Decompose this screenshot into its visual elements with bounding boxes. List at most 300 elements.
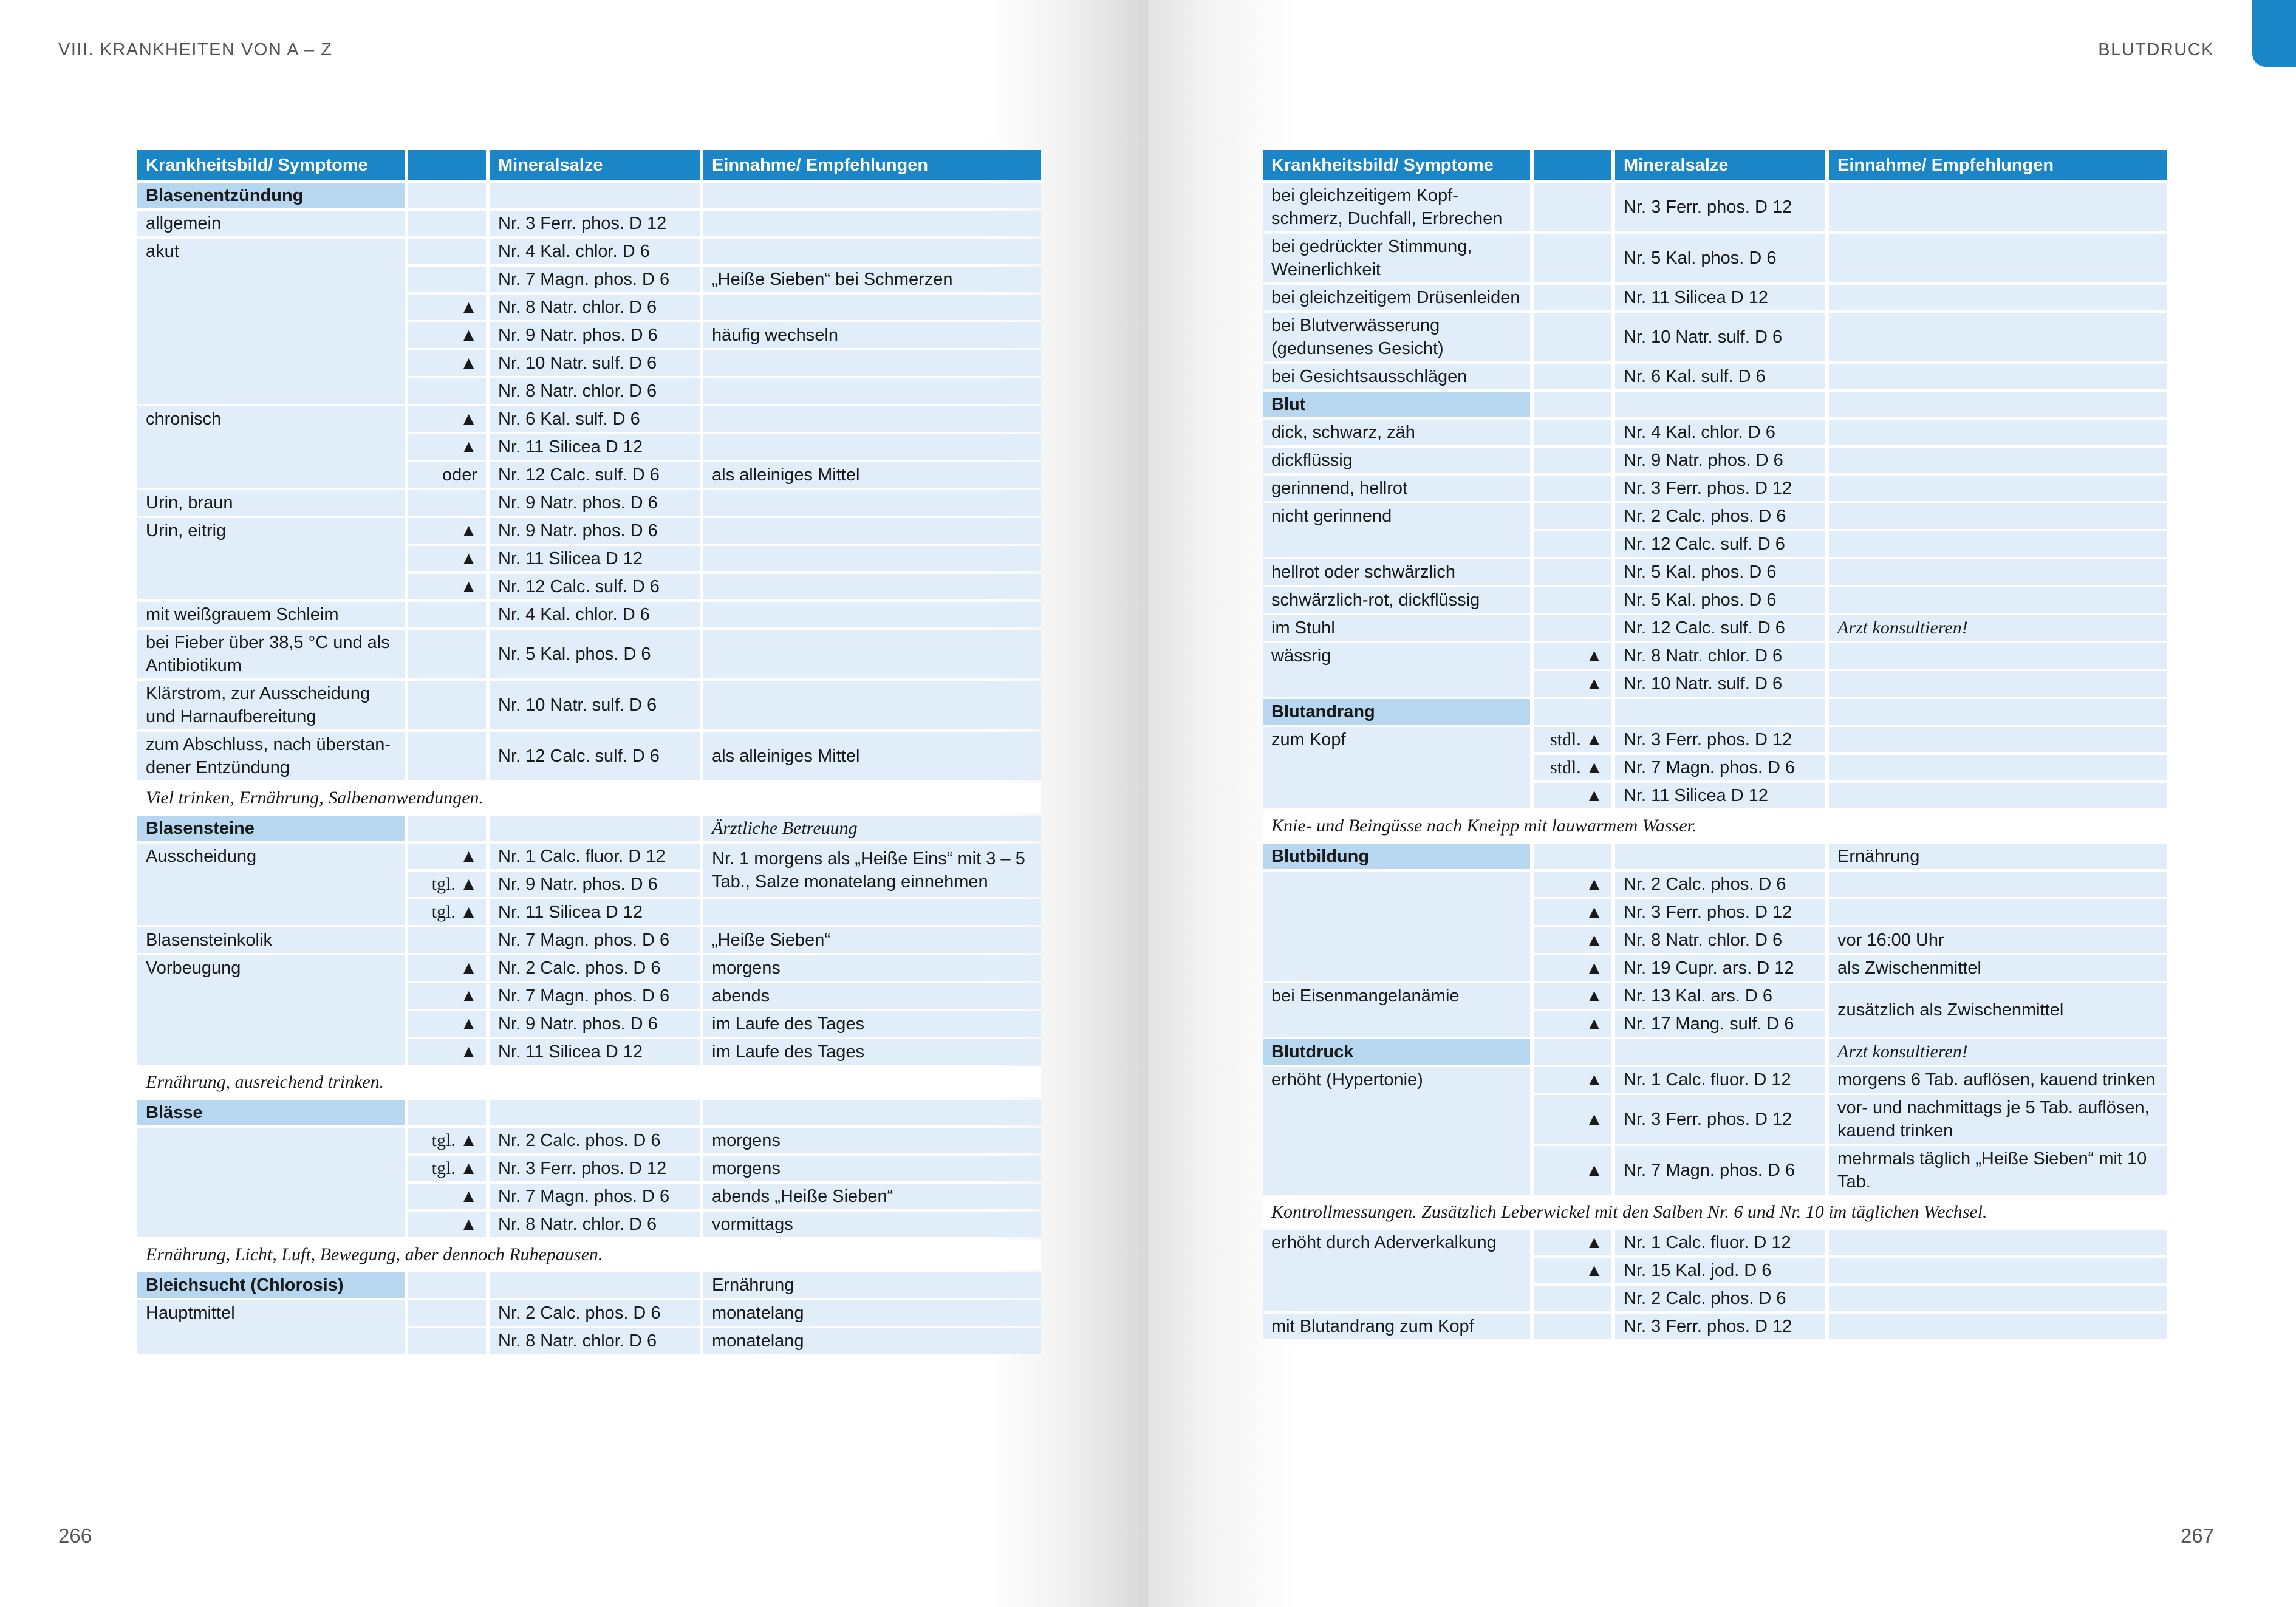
frequency-marker: ▲: [1534, 983, 1611, 1009]
mineral-salt-cell: Nr. 1 Calc. fluor. D 12: [1615, 1067, 1825, 1093]
symptom-cell: allgemein: [137, 211, 405, 236]
table-row: [137, 1128, 1041, 1153]
frequency-marker: ▲: [408, 1039, 486, 1065]
frequency-marker: ▲: [408, 350, 486, 376]
mineral-salt-cell: Nr. 6 Kal. sulf. D 6: [1615, 364, 1825, 389]
recommendation-cell: im Laufe des Tages: [703, 1039, 1041, 1065]
section-row: [1263, 1039, 2167, 1065]
symptom-cell: zum Abschluss, nach überstan-dener Entzündung: [137, 732, 405, 780]
section-title: Blutandrang: [1263, 699, 1530, 725]
column-header-recommendations: Einnahme/ Empfehlungen: [703, 150, 1041, 180]
table-row: [1263, 872, 2167, 897]
section-title: Blut: [1263, 392, 1530, 417]
mineral-salt-cell: Nr. 7 Magn. phos. D 6: [490, 1184, 700, 1209]
table-note: Ernährung, Licht, Luft, Bewegung, aber dennoch Ruhepausen.: [137, 1240, 1041, 1270]
table-note-row: [137, 783, 1041, 813]
frequency-marker: ▲: [1534, 643, 1611, 669]
triangle-icon: ▲: [1585, 758, 1603, 777]
section-title: Blasensteine: [137, 816, 405, 841]
symptom-cell: Vorbeugung: [137, 955, 405, 1065]
symptom-cell: gerinnend, hellrot: [1263, 476, 1530, 501]
recommendation-cell: Arzt konsultieren!: [1829, 1039, 2167, 1065]
table-row: [1263, 285, 2167, 310]
recommendation-cell: [703, 239, 1041, 264]
section-row: [137, 183, 1041, 208]
frequency-marker: ▲: [1534, 927, 1611, 953]
frequency-label: stdl.: [1549, 729, 1586, 749]
table-note-row: [137, 1240, 1041, 1270]
mineral-salt-cell: Nr. 5 Kal. phos. D 6: [1615, 234, 1825, 282]
recommendation-cell: „Heiße Sieben“ bei Schmerzen: [703, 267, 1041, 292]
running-header: BLUTDRUCK: [2098, 40, 2214, 60]
frequency-marker: ▲: [1534, 955, 1611, 981]
table-note-row: [1263, 1197, 2167, 1227]
table-row: [1263, 615, 2167, 641]
recommendation-cell: morgens: [703, 1128, 1041, 1153]
mineral-salt-cell: Nr. 5 Kal. phos. D 6: [1615, 559, 1825, 585]
frequency-marker: ▲: [408, 955, 486, 981]
frequency-marker: [1534, 844, 1611, 869]
mineral-salt-cell: Nr. 7 Magn. phos. D 6: [490, 927, 700, 953]
frequency-marker: ▲: [1534, 1230, 1611, 1255]
frequency-marker: [1534, 559, 1611, 585]
frequency-marker: ▲: [1534, 783, 1611, 808]
frequency-marker: [1534, 476, 1611, 501]
recommendation-cell: [703, 602, 1041, 627]
column-header-frequency: [1534, 150, 1611, 180]
frequency-marker: ▲: [408, 546, 486, 571]
mineral-salt-cell: Nr. 3 Ferr. phos. D 12: [490, 1156, 700, 1181]
frequency-label: stdl.: [1549, 757, 1586, 777]
frequency-marker: ▲: [408, 322, 486, 348]
mineral-salt-cell: [1615, 392, 1825, 417]
mineral-salt-cell: Nr. 11 Silicea D 12: [490, 434, 700, 460]
frequency-label: tgl.: [431, 1130, 460, 1150]
table-note: Knie- und Beingüsse nach Kneipp mit lauwarmem Wasser.: [1263, 811, 2167, 841]
recommendation-cell: [703, 378, 1041, 404]
mineral-salt-cell: Nr. 12 Calc. sulf. D 6: [490, 574, 700, 599]
mineral-salt-cell: [1615, 1039, 1825, 1065]
symptom-cell: bei gleichzeitigem Kopf-schmerz, Duchfall, Erbrechen: [1263, 183, 1530, 231]
symptom-cell: dick, schwarz, zäh: [1263, 420, 1530, 445]
symptom-cell: Klärstrom, zur Ausscheidung und Harnaufbereitung: [137, 681, 405, 729]
mineral-salt-cell: [490, 1100, 700, 1125]
table-row: [1263, 1067, 2167, 1093]
symptom-cell: Blasensteinkolik: [137, 927, 405, 953]
table-row: [1263, 503, 2167, 529]
frequency-marker: ▲: [408, 1011, 486, 1037]
table-note: Viel trinken, Ernährung, Salbenanwendungen.: [137, 783, 1041, 813]
frequency-marker: ▲: [408, 1184, 486, 1209]
frequency-marker: oder: [408, 462, 486, 488]
table-row: [1263, 448, 2167, 473]
mineral-salt-cell: Nr. 8 Natr. chlor. D 6: [490, 1328, 700, 1354]
frequency-label: tgl.: [431, 902, 460, 922]
column-header-mineral-salts: Mineralsalze: [1615, 150, 1825, 180]
column-header-symptoms: Krankheitsbild/ Symptome: [1263, 150, 1530, 180]
mineral-salt-cell: Nr. 8 Natr. chlor. D 6: [1615, 643, 1825, 669]
table-row: [1263, 234, 2167, 282]
recommendation-cell: [1829, 364, 2167, 389]
mineral-salt-cell: Nr. 7 Magn. phos. D 6: [490, 983, 700, 1009]
mineral-salt-cell: [1615, 699, 1825, 725]
recommendation-cell: monatelang: [703, 1300, 1041, 1326]
frequency-marker: [408, 732, 486, 780]
column-header-mineral-salts: Mineralsalze: [490, 150, 700, 180]
mineral-salt-cell: Nr. 10 Natr. sulf. D 6: [1615, 671, 1825, 697]
section-row: [1263, 699, 2167, 725]
column-header-frequency: [408, 150, 486, 180]
symptom-cell: schwärzlich-rot, dickflüssig: [1263, 587, 1530, 613]
symptom-cell: bei Eisenmangelanämie: [1263, 983, 1530, 1037]
mineral-salt-cell: Nr. 15 Kal. jod. D 6: [1615, 1258, 1825, 1283]
frequency-marker: [1534, 285, 1611, 310]
frequency-marker: [1534, 531, 1611, 557]
table-row: [137, 681, 1041, 729]
mineral-salt-cell: Nr. 2 Calc. phos. D 6: [490, 1300, 700, 1326]
table-row: [137, 844, 1041, 869]
mineral-salt-cell: Nr. 7 Magn. phos. D 6: [1615, 755, 1825, 780]
recommendation-cell: [1829, 899, 2167, 925]
table-row: [1263, 476, 2167, 501]
recommendation-cell: [703, 295, 1041, 320]
mineral-salt-cell: Nr. 2 Calc. phos. D 6: [490, 955, 700, 981]
frequency-marker: ▲: [1534, 1095, 1611, 1144]
recommendation-cell: [1829, 448, 2167, 473]
section-title: Blasenentzündung: [137, 183, 405, 208]
recommendation-cell: häufig wechseln: [703, 322, 1041, 348]
frequency-marker: [408, 378, 486, 404]
recommendation-cell: [1829, 755, 2167, 780]
table-row: [1263, 587, 2167, 613]
frequency-marker: [1534, 587, 1611, 613]
recommendation-cell: Ernährung: [1829, 844, 2167, 869]
recommendation-cell: [1829, 699, 2167, 725]
frequency-marker: [408, 602, 486, 627]
table-row: [137, 955, 1041, 981]
table-row: [1263, 183, 2167, 231]
section-row: [1263, 392, 2167, 417]
frequency-marker: [408, 927, 486, 953]
mineral-salt-cell: Nr. 10 Natr. sulf. D 6: [1615, 313, 1825, 361]
recommendation-cell: [1829, 643, 2167, 669]
mineral-salt-cell: Nr. 4 Kal. chlor. D 6: [1615, 420, 1825, 445]
symptom-cell: erhöht durch Aderverkalkung: [1263, 1230, 1530, 1311]
recommendation-cell: [703, 183, 1041, 208]
table-row: [137, 518, 1041, 544]
recommendation-cell: [1829, 420, 2167, 445]
frequency-marker: ▲: [1534, 1011, 1611, 1037]
table-row: [1263, 1314, 2167, 1339]
mineral-salt-cell: Nr. 2 Calc. phos. D 6: [1615, 1286, 1825, 1311]
section-title: Bleichsucht (Chlorosis): [137, 1272, 405, 1298]
recommendation-cell: [1829, 1286, 2167, 1311]
mineral-salt-cell: Nr. 3 Ferr. phos. D 12: [1615, 183, 1825, 231]
table-row: [137, 239, 1041, 264]
chapter-tab-marker: [2252, 0, 2296, 67]
recommendation-cell: als alleiniges Mittel: [703, 732, 1041, 780]
mineral-salt-cell: Nr. 9 Natr. phos. D 6: [490, 872, 700, 897]
table-note-row: [1263, 811, 2167, 841]
frequency-marker: ▲: [408, 983, 486, 1009]
mineral-salt-cell: Nr. 11 Silicea D 12: [490, 546, 700, 571]
frequency-marker: [408, 899, 486, 925]
table-row: [137, 602, 1041, 627]
mineral-salt-cell: Nr. 4 Kal. chlor. D 6: [490, 239, 700, 264]
mineral-salt-cell: Nr. 3 Ferr. phos. D 12: [490, 211, 700, 236]
mineral-salt-cell: Nr. 13 Kal. ars. D 6: [1615, 983, 1825, 1009]
recommendation-cell: [1829, 234, 2167, 282]
frequency-marker: [408, 816, 486, 841]
frequency-marker: ▲: [1534, 671, 1611, 697]
symptom-cell: im Stuhl: [1263, 615, 1530, 641]
frequency-marker: [408, 211, 486, 236]
frequency-marker: ▲: [408, 434, 486, 460]
recommendation-cell: [703, 434, 1041, 460]
table-row: [1263, 313, 2167, 361]
recommendation-cell: vor 16:00 Uhr: [1829, 927, 2167, 953]
recommendation-cell: [703, 1100, 1041, 1125]
section-title: Blutbildung: [1263, 844, 1530, 869]
table-note: Kontrollmessungen. Zusätzlich Leberwickel mit den Salben Nr. 6 und Nr. 10 im täglichen Wechsel.: [1263, 1197, 2167, 1227]
frequency-marker: [1534, 699, 1611, 725]
recommendation-cell: [703, 211, 1041, 236]
frequency-marker: [1534, 755, 1611, 780]
mineral-salt-cell: Nr. 5 Kal. phos. D 6: [1615, 587, 1825, 613]
mineral-salt-cell: Nr. 7 Magn. phos. D 6: [490, 267, 700, 292]
mineral-salt-cell: Nr. 1 Calc. fluor. D 12: [490, 844, 700, 869]
frequency-marker: [1534, 183, 1611, 231]
frequency-marker: ▲: [408, 1212, 486, 1237]
frequency-marker: ▲: [408, 574, 486, 599]
symptom-cell: erhöht (Hypertonie): [1263, 1067, 1530, 1195]
frequency-marker: [408, 630, 486, 678]
mineral-salt-cell: Nr. 3 Ferr. phos. D 12: [1615, 1095, 1825, 1144]
mineral-salt-cell: [490, 183, 700, 208]
frequency-marker: [1534, 392, 1611, 417]
recommendation-cell: vor- und nachmittags je 5 Tab. auflösen, kauend trinken: [1829, 1095, 2167, 1144]
frequency-marker: [408, 183, 486, 208]
recommendation-cell: [1829, 476, 2167, 501]
recommendation-cell: [1829, 671, 2167, 697]
table-row: [1263, 559, 2167, 585]
frequency-marker: [1534, 234, 1611, 282]
mineral-salt-cell: Nr. 3 Ferr. phos. D 12: [1615, 727, 1825, 752]
recommendation-cell: abends: [703, 983, 1041, 1009]
recommendation-cell: im Laufe des Tages: [703, 1011, 1041, 1037]
triangle-icon: ▲: [460, 902, 477, 922]
mineral-salt-cell: Nr. 17 Mang. sulf. D 6: [1615, 1011, 1825, 1037]
frequency-marker: ▲: [408, 406, 486, 432]
section-row: [137, 1272, 1041, 1298]
symptom-cell: mit weißgrauem Schleim: [137, 602, 405, 627]
recommendation-cell: [703, 406, 1041, 432]
frequency-marker: ▲: [1534, 1258, 1611, 1283]
recommendation-cell: [703, 350, 1041, 376]
recommendation-cell: [1829, 503, 2167, 529]
section-row: [137, 816, 1041, 841]
mineral-salt-cell: Nr. 11 Silicea D 12: [490, 899, 700, 925]
right-page: [1148, 0, 2296, 1607]
recommendation-cell: [1829, 1314, 2167, 1339]
recommendation-cell: [1829, 872, 2167, 897]
triangle-icon: ▲: [1585, 730, 1603, 749]
running-header: VIII. KRANKHEITEN VON A – Z: [58, 40, 333, 60]
mineral-salt-cell: Nr. 4 Kal. chlor. D 6: [490, 602, 700, 627]
frequency-marker: [1534, 1314, 1611, 1339]
column-header-symptoms: Krankheitsbild/ Symptome: [137, 150, 405, 180]
symptom-cell: akut: [137, 239, 405, 404]
symptom-cell: dickflüssig: [1263, 448, 1530, 473]
symptom-cell: [1263, 872, 1530, 981]
recommendation-cell: [1829, 392, 2167, 417]
mineral-salt-cell: Nr. 9 Natr. phos. D 6: [490, 518, 700, 544]
mineral-salt-cell: [1615, 844, 1825, 869]
frequency-marker: ▲: [408, 844, 486, 869]
recommendation-cell: Arzt konsultieren!: [1829, 615, 2167, 641]
frequency-marker: [408, 681, 486, 729]
frequency-marker: [408, 872, 486, 897]
frequency-marker: [1534, 313, 1611, 361]
frequency-marker: [408, 267, 486, 292]
mineral-salt-cell: Nr. 3 Ferr. phos. D 12: [1615, 1314, 1825, 1339]
mineral-salt-cell: Nr. 2 Calc. phos. D 6: [490, 1128, 700, 1153]
mineral-salt-cell: Nr. 1 Calc. fluor. D 12: [1615, 1230, 1825, 1255]
table-row: [1263, 1230, 2167, 1255]
recommendation-cell: Ernährung: [703, 1272, 1041, 1298]
mineral-salt-cell: Nr. 12 Calc. sulf. D 6: [490, 732, 700, 780]
table-header-row: [1263, 150, 2167, 180]
frequency-marker: [408, 239, 486, 264]
table-row: [1263, 643, 2167, 669]
remedy-table: [1259, 148, 2170, 1342]
mineral-salt-cell: Nr. 11 Silicea D 12: [490, 1039, 700, 1065]
page-number: 266: [58, 1524, 92, 1547]
page-number: 267: [2180, 1524, 2214, 1547]
recommendation-cell: [703, 518, 1041, 544]
table-row: [1263, 420, 2167, 445]
symptom-cell: Urin, braun: [137, 490, 405, 516]
table-header-row: [137, 150, 1041, 180]
frequency-label: tgl.: [431, 1158, 460, 1178]
mineral-salt-cell: Nr. 12 Calc. sulf. D 6: [490, 462, 700, 488]
recommendation-cell: abends „Heiße Sieben“: [703, 1184, 1041, 1209]
symptom-cell: [137, 1128, 405, 1237]
symptom-cell: bei Blutverwässerung (gedunsenes Gesicht): [1263, 313, 1530, 361]
mineral-salt-cell: Nr. 2 Calc. phos. D 6: [1615, 872, 1825, 897]
symptom-cell: nicht gerinnend: [1263, 503, 1530, 557]
frequency-marker: [1534, 1039, 1611, 1065]
symptom-cell: bei gleichzeitigem Drüsenleiden: [1263, 285, 1530, 310]
symptom-cell: Urin, eitrig: [137, 518, 405, 599]
recommendation-cell: als alleiniges Mittel: [703, 462, 1041, 488]
table-row: [137, 732, 1041, 780]
recommendation-cell: „Heiße Sieben“: [703, 927, 1041, 953]
symptom-cell: Hauptmittel: [137, 1300, 405, 1354]
mineral-salt-cell: Nr. 9 Natr. phos. D 6: [490, 490, 700, 516]
recommendation-cell: [1829, 559, 2167, 585]
recommendation-cell: vormittags: [703, 1212, 1041, 1237]
frequency-marker: [1534, 503, 1611, 529]
symptom-cell: bei Fieber über 38,5 °C und als Antibiotikum: [137, 630, 405, 678]
table-note: Ernährung, ausreichend trinken.: [137, 1067, 1041, 1097]
recommendation-cell: [703, 681, 1041, 729]
recommendation-cell: als Zwischenmittel: [1829, 955, 2167, 981]
frequency-marker: [408, 1128, 486, 1153]
frequency-marker: [1534, 1286, 1611, 1311]
recommendation-cell: morgens: [703, 1156, 1041, 1181]
mineral-salt-cell: Nr. 19 Cupr. ars. D 12: [1615, 955, 1825, 981]
frequency-marker: [408, 490, 486, 516]
symptom-cell: bei gedrückter Stimmung, Weinerlichkeit: [1263, 234, 1530, 282]
mineral-salt-cell: [490, 816, 700, 841]
column-header-recommendations: Einnahme/ Empfehlungen: [1829, 150, 2167, 180]
mineral-salt-cell: Nr. 10 Natr. sulf. D 6: [490, 350, 700, 376]
remedy-table: [134, 148, 1045, 1356]
mineral-salt-cell: [490, 1272, 700, 1298]
recommendation-cell: [703, 546, 1041, 571]
recommendation-cell: [1829, 285, 2167, 310]
recommendation-cell: mehrmals täglich „Heiße Sieben“ mit 10 Tab.: [1829, 1146, 2167, 1195]
symptom-cell: hellrot oder schwärzlich: [1263, 559, 1530, 585]
section-row: [1263, 844, 2167, 869]
table-row: [137, 490, 1041, 516]
table-row: [1263, 727, 2167, 752]
mineral-salt-cell: Nr. 9 Natr. phos. D 6: [490, 1011, 700, 1037]
mineral-salt-cell: Nr. 2 Calc. phos. D 6: [1615, 503, 1825, 529]
triangle-icon: ▲: [460, 875, 477, 894]
recommendation-cell: [1829, 531, 2167, 557]
mineral-salt-cell: Nr. 8 Natr. chlor. D 6: [490, 295, 700, 320]
frequency-marker: [408, 1100, 486, 1125]
section-title: Blutdruck: [1263, 1039, 1530, 1065]
frequency-marker: [408, 1156, 486, 1181]
mineral-salt-cell: Nr. 6 Kal. sulf. D 6: [490, 406, 700, 432]
triangle-icon: ▲: [460, 1159, 477, 1178]
table-note-row: [137, 1067, 1041, 1097]
frequency-marker: [1534, 420, 1611, 445]
symptom-cell: bei Gesichtsausschlägen: [1263, 364, 1530, 389]
mineral-salt-cell: Nr. 8 Natr. chlor. D 6: [490, 378, 700, 404]
recommendation-cell: [703, 490, 1041, 516]
frequency-marker: [1534, 727, 1611, 752]
frequency-marker: [408, 1272, 486, 1298]
frequency-marker: ▲: [1534, 872, 1611, 897]
recommendation-cell: monatelang: [703, 1328, 1041, 1354]
frequency-marker: [1534, 364, 1611, 389]
symptom-cell: mit Blutandrang zum Kopf: [1263, 1314, 1530, 1339]
frequency-marker: ▲: [408, 295, 486, 320]
section-title: Blässe: [137, 1100, 405, 1125]
recommendation-cell: [1829, 1230, 2167, 1255]
mineral-salt-cell: Nr. 9 Natr. phos. D 6: [490, 322, 700, 348]
mineral-salt-cell: Nr. 8 Natr. chlor. D 6: [490, 1212, 700, 1237]
symptom-cell: zum Kopf: [1263, 727, 1530, 808]
mineral-salt-cell: Nr. 10 Natr. sulf. D 6: [490, 681, 700, 729]
frequency-marker: ▲: [1534, 1146, 1611, 1195]
recommendation-cell: [1829, 783, 2167, 808]
frequency-marker: [408, 1328, 486, 1354]
recommendation-cell: [703, 574, 1041, 599]
section-row: [137, 1100, 1041, 1125]
table-row: [137, 630, 1041, 678]
symptom-cell: Ausscheidung: [137, 844, 405, 925]
symptom-cell: chronisch: [137, 406, 405, 488]
table-row: [137, 1300, 1041, 1326]
mineral-salt-cell: Nr. 7 Magn. phos. D 6: [1615, 1146, 1825, 1195]
mineral-salt-cell: Nr. 3 Ferr. phos. D 12: [1615, 899, 1825, 925]
recommendation-cell: morgens: [703, 955, 1041, 981]
